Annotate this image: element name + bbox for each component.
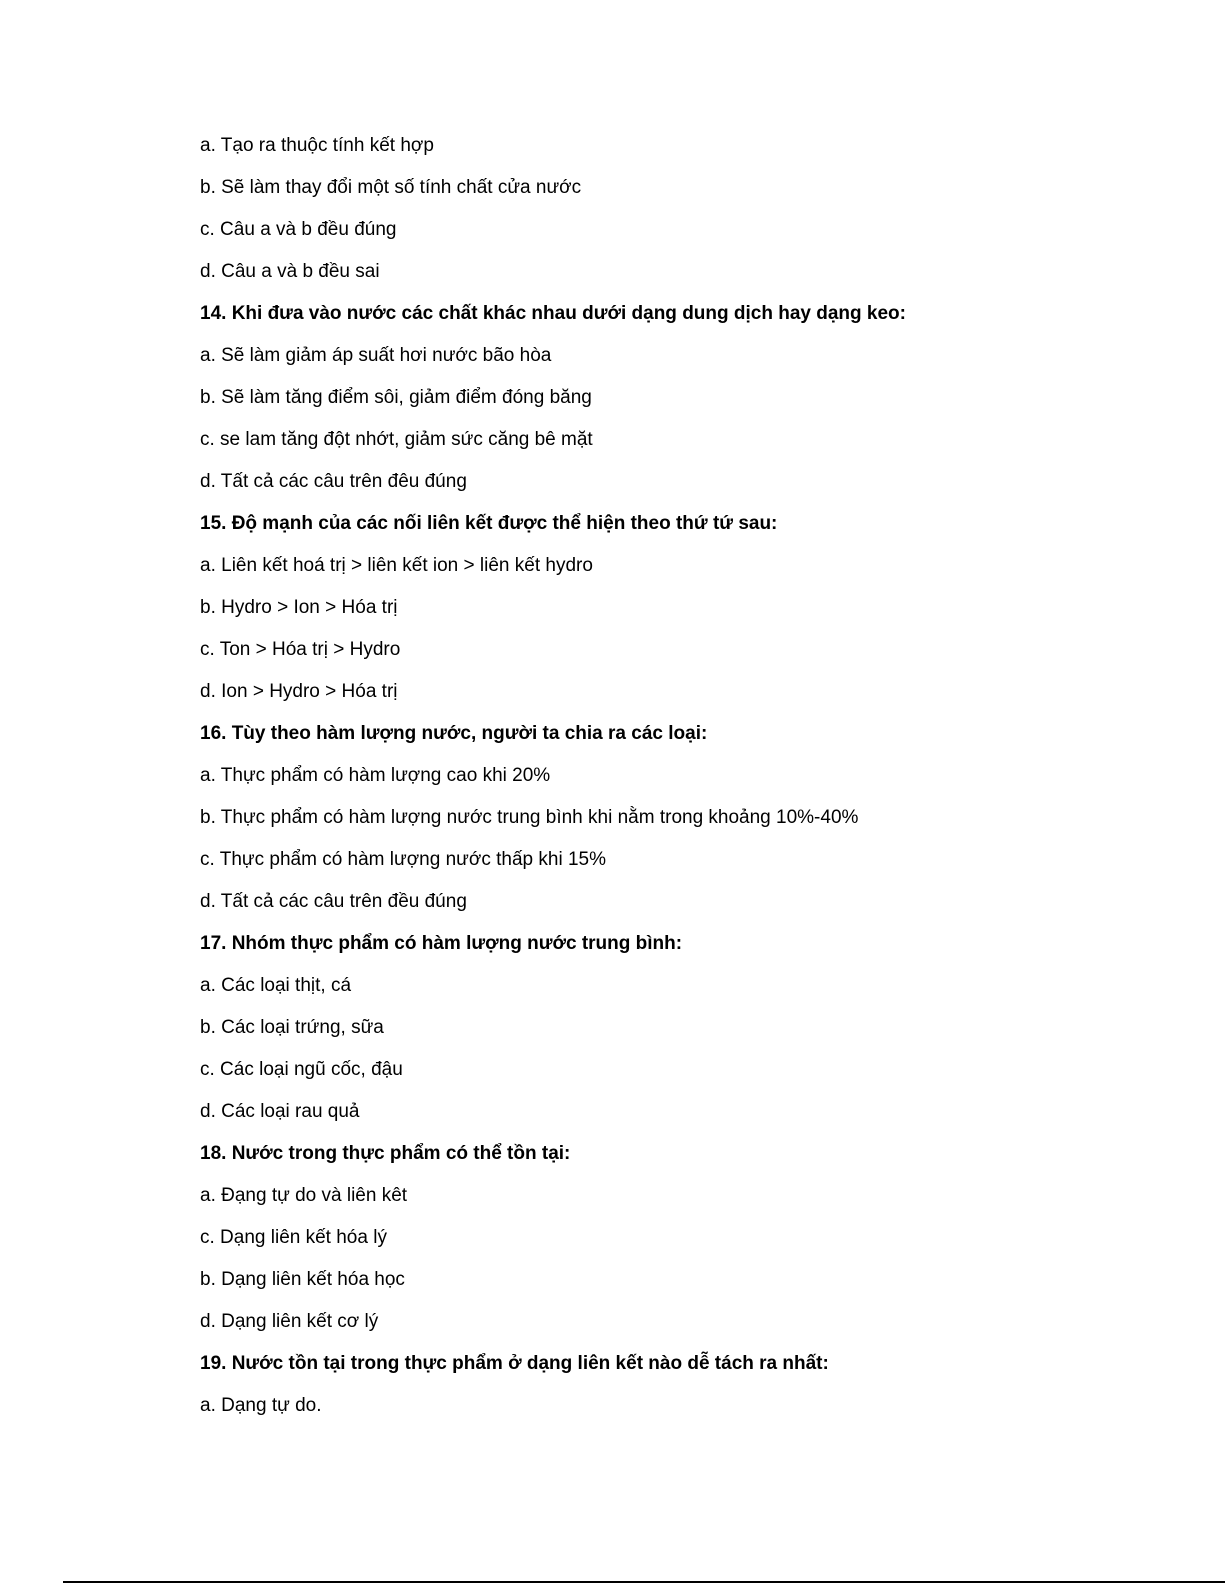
page-bottom-rule	[63, 1581, 1225, 1583]
option-line: c. Thực phẩm có hàm lượng nước thấp khi 15%	[200, 849, 606, 870]
question-heading: 18. Nước trong thực phẩm có thể tồn tại:	[200, 1143, 571, 1164]
question-heading: 17. Nhóm thực phẩm có hàm lượng nước trung bình:	[200, 933, 683, 954]
option-line: c. se lam tăng đột nhớt, giảm sức căng bê mặt	[200, 429, 593, 450]
option-line: d. Tất cả các câu trên đêu đúng	[200, 471, 467, 492]
option-line: c. Câu a và b đều đúng	[200, 219, 397, 240]
option-line: a. Tạo ra thuộc tính kết hợp	[200, 135, 434, 156]
option-line: d. Các loại rau quả	[200, 1101, 360, 1122]
option-line: b. Dạng liên kết hóa học	[200, 1269, 405, 1290]
option-line: d. Câu a và b đều sai	[200, 261, 380, 282]
option-line: a. Dạng tự do.	[200, 1395, 322, 1416]
option-line: d. Tất cả các câu trên đều đúng	[200, 891, 467, 912]
option-line: b. Các loại trứng, sữa	[200, 1017, 384, 1038]
option-line: b. Sẽ làm tăng điểm sôi, giảm điểm đóng băng	[200, 387, 592, 408]
option-line: a. Sẽ làm giảm áp suất hơi nước bão hòa	[200, 345, 552, 366]
option-line: a. Các loại thịt, cá	[200, 975, 352, 996]
option-line: c. Ton > Hóa trị > Hydro	[200, 639, 401, 660]
question-heading: 15. Độ mạnh của các nối liên kết được thể hiện theo thứ tứ sau:	[200, 513, 778, 534]
option-line: a. Liên kết hoá trị > liên kết ion > liên kết hydro	[200, 555, 593, 576]
option-line: d. Ion > Hydro > Hóa trị	[200, 681, 398, 702]
question-heading: 16. Tùy theo hàm lượng nước, người ta chia ra các loại:	[200, 723, 708, 744]
option-line: c. Dạng liên kết hóa lý	[200, 1227, 387, 1248]
option-line: d. Dạng liên kết cơ lý	[200, 1311, 379, 1332]
option-line: b. Hydro > Ion > Hóa trị	[200, 597, 398, 618]
question-heading: 19. Nước tồn tại trong thực phẩm ở dạng liên kết nào dễ tách ra nhất:	[200, 1353, 829, 1374]
option-line: c. Các loại ngũ cốc, đậu	[200, 1059, 403, 1080]
option-line: b. Sẽ làm thay đổi một số tính chất cửa nước	[200, 177, 582, 198]
option-line: a. Thực phẩm có hàm lượng cao khi 20%	[200, 765, 551, 786]
option-line: a. Đạng tự do và liên kêt	[200, 1185, 408, 1206]
option-line: b. Thực phẩm có hàm lượng nước trung bình khi nằm trong khoảng 10%-40%	[200, 807, 859, 828]
quiz-content	[200, 131, 1100, 1433]
question-heading: 14. Khi đưa vào nước các chất khác nhau dưới dạng dung dịch hay dạng keo:	[200, 303, 906, 324]
